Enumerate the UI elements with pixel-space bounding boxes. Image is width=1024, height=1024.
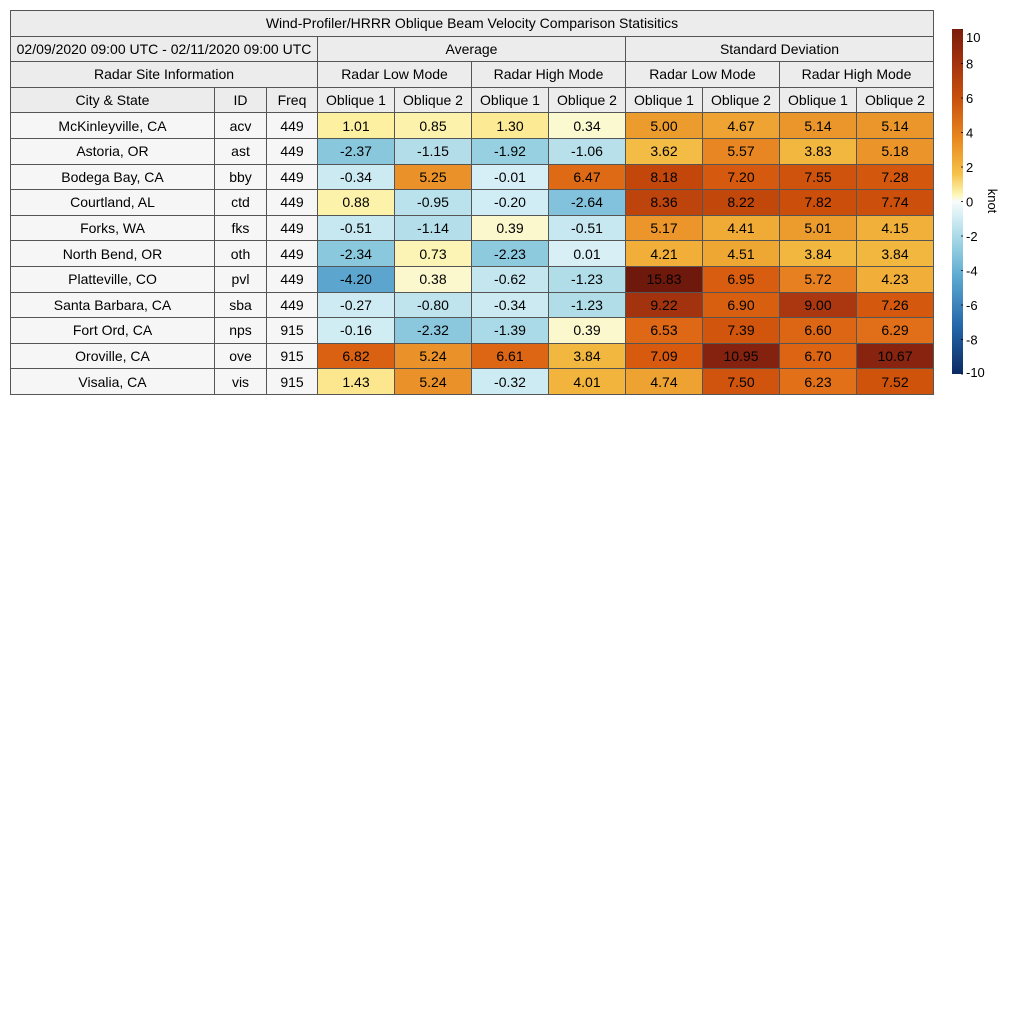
site-freq: 915 — [267, 318, 318, 344]
avg-value-cell: -2.32 — [395, 318, 472, 344]
avg-value-cell: -2.34 — [318, 241, 395, 267]
site-id: sba — [215, 292, 267, 318]
column-header-beam: Oblique 1 — [780, 87, 857, 113]
sd-value-cell: 7.74 — [857, 190, 934, 216]
sd-value-cell: 7.55 — [780, 164, 857, 190]
sd-value-cell: 5.72 — [780, 266, 857, 292]
group-header-std-dev: Standard Deviation — [626, 36, 934, 62]
sd-value-cell: 8.22 — [703, 190, 780, 216]
sd-value-cell: 4.74 — [626, 369, 703, 395]
site-city: Visalia, CA — [11, 369, 215, 395]
avg-value-cell: -0.51 — [549, 215, 626, 241]
sd-value-cell: 3.83 — [780, 138, 857, 164]
avg-value-cell: -0.62 — [472, 266, 549, 292]
site-city: Platteville, CO — [11, 266, 215, 292]
avg-value-cell: -1.92 — [472, 138, 549, 164]
avg-value-cell: -0.95 — [395, 190, 472, 216]
mode-header-avg-high: Radar High Mode — [472, 62, 626, 88]
sd-value-cell: 7.52 — [857, 369, 934, 395]
table-row — [11, 266, 934, 292]
column-header-beam: Oblique 2 — [703, 87, 780, 113]
avg-value-cell: -1.06 — [549, 138, 626, 164]
site-city: Santa Barbara, CA — [11, 292, 215, 318]
avg-value-cell: 1.30 — [472, 113, 549, 139]
table-row — [11, 369, 934, 395]
column-header-beam: Oblique 2 — [549, 87, 626, 113]
avg-value-cell: 6.61 — [472, 343, 549, 369]
avg-value-cell: -0.27 — [318, 292, 395, 318]
site-id: ctd — [215, 190, 267, 216]
sd-value-cell: 5.14 — [857, 113, 934, 139]
site-id: nps — [215, 318, 267, 344]
colorbar-tick-label: -8 — [966, 332, 978, 348]
site-id: vis — [215, 369, 267, 395]
table-row — [11, 318, 934, 344]
sd-value-cell: 5.01 — [780, 215, 857, 241]
table-row — [11, 164, 934, 190]
site-id: bby — [215, 164, 267, 190]
site-freq: 449 — [267, 190, 318, 216]
site-id: ast — [215, 138, 267, 164]
avg-value-cell: -2.23 — [472, 241, 549, 267]
avg-value-cell: 0.73 — [395, 241, 472, 267]
sd-value-cell: 4.51 — [703, 241, 780, 267]
sd-value-cell: 5.17 — [626, 215, 703, 241]
sd-value-cell: 7.39 — [703, 318, 780, 344]
column-header-beam: Oblique 2 — [395, 87, 472, 113]
sd-value-cell: 6.70 — [780, 343, 857, 369]
sd-value-cell: 3.84 — [780, 241, 857, 267]
colorbar-tick-label: -10 — [966, 365, 985, 379]
site-freq: 449 — [267, 215, 318, 241]
sd-value-cell: 10.95 — [703, 343, 780, 369]
mode-header-sd-low: Radar Low Mode — [626, 62, 780, 88]
site-freq: 449 — [267, 292, 318, 318]
sd-value-cell: 5.00 — [626, 113, 703, 139]
colorbar-tick-label: 4 — [966, 125, 974, 141]
colorbar-label: knot — [985, 188, 1000, 214]
avg-value-cell: 4.01 — [549, 369, 626, 395]
site-freq: 915 — [267, 369, 318, 395]
colorbar — [952, 29, 1022, 379]
colorbar-tick-label: -4 — [966, 263, 978, 279]
colorbar-tick-label: 6 — [966, 91, 974, 106]
avg-value-cell: 1.01 — [318, 113, 395, 139]
colorbar-tick-label: 8 — [966, 56, 974, 72]
column-header-beam: Oblique 2 — [857, 87, 934, 113]
sd-value-cell: 15.83 — [626, 266, 703, 292]
site-id: fks — [215, 215, 267, 241]
avg-value-cell: 0.39 — [549, 318, 626, 344]
avg-value-cell: -1.15 — [395, 138, 472, 164]
site-id: ove — [215, 343, 267, 369]
column-header-id: ID — [215, 87, 267, 113]
site-freq: 449 — [267, 266, 318, 292]
mode-header-avg-low: Radar Low Mode — [318, 62, 472, 88]
table-row — [11, 215, 934, 241]
sd-value-cell: 5.14 — [780, 113, 857, 139]
avg-value-cell: 1.43 — [318, 369, 395, 395]
avg-value-cell: 0.88 — [318, 190, 395, 216]
sd-value-cell: 6.60 — [780, 318, 857, 344]
avg-value-cell: 0.85 — [395, 113, 472, 139]
site-freq: 915 — [267, 343, 318, 369]
sd-value-cell: 7.82 — [780, 190, 857, 216]
sd-value-cell: 6.53 — [626, 318, 703, 344]
sd-value-cell: 9.00 — [780, 292, 857, 318]
comparison-table — [10, 10, 934, 395]
avg-value-cell: 5.24 — [395, 369, 472, 395]
table-row — [11, 292, 934, 318]
site-id: acv — [215, 113, 267, 139]
sd-value-cell: 5.57 — [703, 138, 780, 164]
sd-value-cell: 3.84 — [857, 241, 934, 267]
avg-value-cell: 0.01 — [549, 241, 626, 267]
sd-value-cell: 8.18 — [626, 164, 703, 190]
sd-value-cell: 6.29 — [857, 318, 934, 344]
sd-value-cell: 4.15 — [857, 215, 934, 241]
sd-value-cell: 5.18 — [857, 138, 934, 164]
colorbar-tick-label: 0 — [966, 194, 974, 210]
sd-value-cell: 6.23 — [780, 369, 857, 395]
avg-value-cell: -0.34 — [472, 292, 549, 318]
avg-value-cell: 5.25 — [395, 164, 472, 190]
sd-value-cell: 7.09 — [626, 343, 703, 369]
sd-value-cell: 4.23 — [857, 266, 934, 292]
avg-value-cell: 0.39 — [472, 215, 549, 241]
avg-value-cell: 0.38 — [395, 266, 472, 292]
avg-value-cell: -1.39 — [472, 318, 549, 344]
table-row — [11, 343, 934, 369]
avg-value-cell: -0.34 — [318, 164, 395, 190]
avg-value-cell: -4.20 — [318, 266, 395, 292]
sd-value-cell: 7.20 — [703, 164, 780, 190]
table-row — [11, 190, 934, 216]
column-header-beam: Oblique 1 — [472, 87, 549, 113]
avg-value-cell: -1.14 — [395, 215, 472, 241]
column-header-city: City & State — [11, 87, 215, 113]
sd-value-cell: 4.67 — [703, 113, 780, 139]
sd-value-cell: 8.36 — [626, 190, 703, 216]
sd-value-cell: 10.67 — [857, 343, 934, 369]
avg-value-cell: -0.51 — [318, 215, 395, 241]
site-city: Astoria, OR — [11, 138, 215, 164]
avg-value-cell: 5.24 — [395, 343, 472, 369]
avg-value-cell: -1.23 — [549, 292, 626, 318]
date-range: 02/09/2020 09:00 UTC - 02/11/2020 09:00 UTC — [11, 36, 318, 62]
avg-value-cell: 3.84 — [549, 343, 626, 369]
sd-value-cell: 7.26 — [857, 292, 934, 318]
sd-value-cell: 3.62 — [626, 138, 703, 164]
site-city: Forks, WA — [11, 215, 215, 241]
table-row — [11, 241, 934, 267]
site-freq: 449 — [267, 241, 318, 267]
group-header-average: Average — [318, 36, 626, 62]
site-city: Oroville, CA — [11, 343, 215, 369]
avg-value-cell: -2.64 — [549, 190, 626, 216]
sd-value-cell: 7.28 — [857, 164, 934, 190]
site-freq: 449 — [267, 138, 318, 164]
colorbar-tick-label: -2 — [966, 229, 978, 244]
site-city: North Bend, OR — [11, 241, 215, 267]
column-header-freq: Freq — [267, 87, 318, 113]
sd-value-cell: 9.22 — [626, 292, 703, 318]
avg-value-cell: -2.37 — [318, 138, 395, 164]
site-city: Bodega Bay, CA — [11, 164, 215, 190]
sd-value-cell: 4.41 — [703, 215, 780, 241]
site-freq: 449 — [267, 164, 318, 190]
site-info-header: Radar Site Information — [11, 62, 318, 88]
colorbar-tick-label: -6 — [966, 298, 978, 313]
avg-value-cell: -0.16 — [318, 318, 395, 344]
avg-value-cell: -0.01 — [472, 164, 549, 190]
site-city: Fort Ord, CA — [11, 318, 215, 344]
site-freq: 449 — [267, 113, 318, 139]
avg-value-cell: 6.82 — [318, 343, 395, 369]
sd-value-cell: 6.95 — [703, 266, 780, 292]
table-title: Wind-Profiler/HRRR Oblique Beam Velocity Comparison Statisitics — [11, 11, 934, 37]
table-row — [11, 138, 934, 164]
avg-value-cell: -0.20 — [472, 190, 549, 216]
column-header-beam: Oblique 1 — [626, 87, 703, 113]
site-id: oth — [215, 241, 267, 267]
avg-value-cell: -1.23 — [549, 266, 626, 292]
table-row — [11, 113, 934, 139]
avg-value-cell: -0.32 — [472, 369, 549, 395]
column-header-beam: Oblique 1 — [318, 87, 395, 113]
sd-value-cell: 6.90 — [703, 292, 780, 318]
sd-value-cell: 4.21 — [626, 241, 703, 267]
avg-value-cell: -0.80 — [395, 292, 472, 318]
sd-value-cell: 7.50 — [703, 369, 780, 395]
colorbar-tick-label: 10 — [966, 30, 981, 45]
colorbar-tick-label: 2 — [966, 160, 974, 175]
mode-header-sd-high: Radar High Mode — [780, 62, 934, 88]
site-city: McKinleyville, CA — [11, 113, 215, 139]
avg-value-cell: 0.34 — [549, 113, 626, 139]
site-id: pvl — [215, 266, 267, 292]
avg-value-cell: 6.47 — [549, 164, 626, 190]
site-city: Courtland, AL — [11, 190, 215, 216]
